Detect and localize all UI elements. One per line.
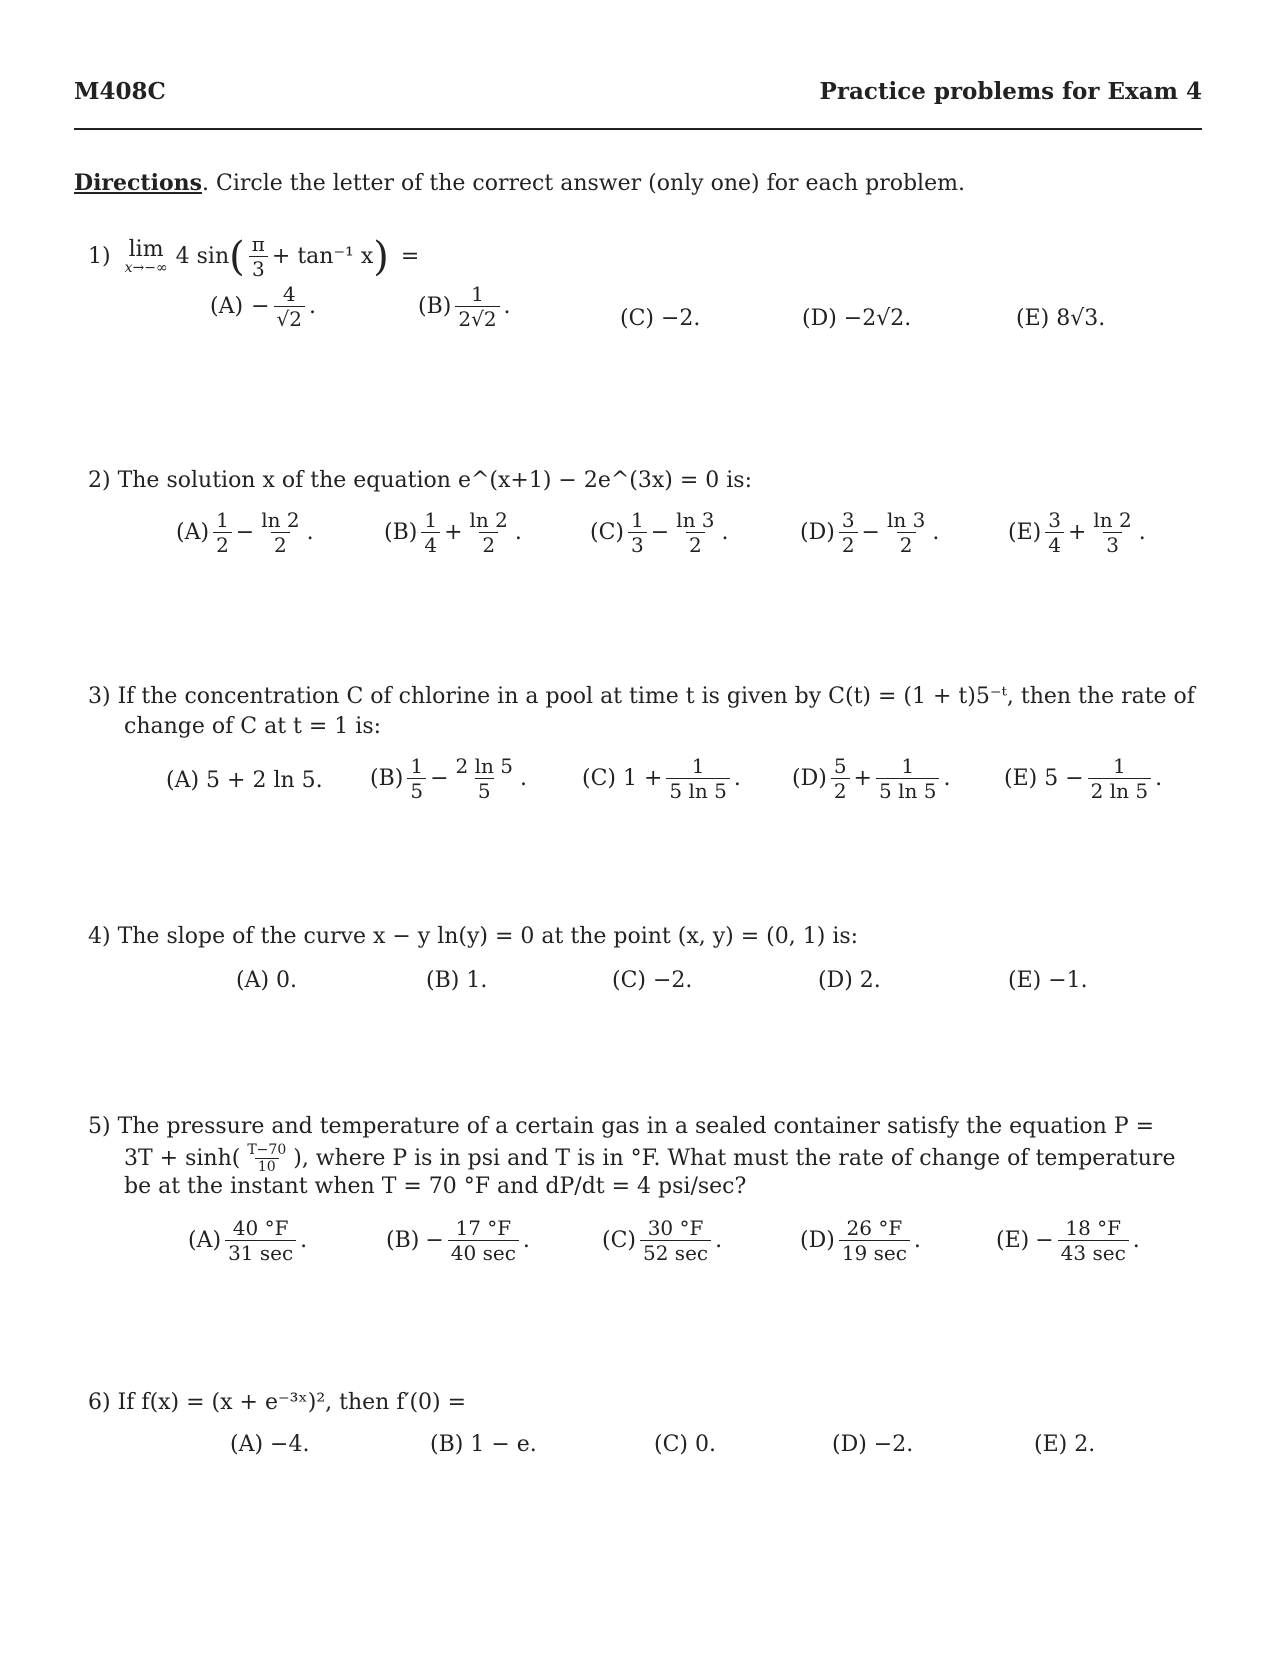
- q1-equals: =: [400, 243, 420, 269]
- q3-c-label: (C) 1 +: [582, 766, 663, 791]
- q5-line2-den: 10: [255, 1158, 279, 1175]
- q3-d-op: +: [853, 766, 872, 791]
- q2-a-n2: ln 2: [261, 508, 300, 532]
- q1-option-e[interactable]: (E) 8√3.: [1016, 306, 1106, 331]
- q1-three: 3: [249, 256, 268, 281]
- q1-a-label: (A): [210, 294, 244, 319]
- q2-c-n2: ln 3: [676, 508, 715, 532]
- q3-option-e[interactable]: [1004, 754, 1162, 803]
- q3-b-label: (B): [370, 766, 404, 791]
- q5-a-label: (A): [188, 1228, 222, 1253]
- q2-d-n1: 3: [841, 508, 855, 532]
- q3-option-c[interactable]: [582, 754, 741, 803]
- q5-line2-frac: [244, 1142, 289, 1175]
- q1-option-d[interactable]: (D) −2√2.: [802, 306, 912, 331]
- q3-e-frac: [1088, 754, 1151, 803]
- q5-b-label: (B): [386, 1228, 420, 1253]
- q2-a-d2: 2: [271, 532, 290, 557]
- q3-b-end: .: [519, 766, 527, 791]
- q6-text: If f(x) = (x + e⁻³ˣ)², then f′(0) =: [117, 1390, 467, 1415]
- q2-b-d1: 4: [421, 532, 440, 557]
- q2-c-frac1: [628, 508, 647, 557]
- q2-a-frac1: [213, 508, 232, 557]
- q1-option-b[interactable]: [418, 282, 511, 331]
- question-4: [88, 922, 858, 952]
- q3-e-n: 1: [1113, 754, 1126, 778]
- q2-d-end: .: [932, 520, 940, 545]
- question-5: [88, 1112, 1202, 1142]
- q6-number: 6): [88, 1390, 111, 1415]
- q2-e-d2: 3: [1103, 532, 1122, 557]
- q5-e-den: 43 sec: [1058, 1240, 1129, 1265]
- q1-b-den: 2√2: [455, 306, 499, 331]
- q2-a-op: −: [235, 520, 255, 545]
- q4-option-d[interactable]: (D) 2.: [818, 968, 881, 993]
- q5-d-end: .: [913, 1228, 921, 1253]
- q1-rparen: ): [373, 233, 389, 280]
- q2-b-end: .: [514, 520, 522, 545]
- q3-c-n: 1: [691, 754, 705, 778]
- q2-c-d1: 3: [628, 532, 647, 557]
- q3-d-n1: 5: [833, 754, 847, 778]
- q5-option-e[interactable]: [996, 1216, 1140, 1265]
- q5-b-end: .: [522, 1228, 530, 1253]
- q4-option-a[interactable]: (A) 0.: [236, 968, 298, 993]
- q2-d-d1: 2: [839, 532, 858, 557]
- q2-b-frac2: [467, 508, 511, 557]
- q2-d-frac2: [884, 508, 928, 557]
- q5-c-frac: [640, 1216, 711, 1265]
- q4-option-e[interactable]: (E) −1.: [1008, 968, 1088, 993]
- q3-d-n2: 1: [901, 754, 915, 778]
- q1-b-num: 1: [471, 282, 484, 306]
- q2-b-label: (B): [384, 520, 418, 545]
- q3-line2: change of C at t = 1 is:: [124, 714, 382, 739]
- question-1: [88, 232, 419, 281]
- q2-e-n2: ln 2: [1093, 508, 1132, 532]
- q2-option-d[interactable]: [800, 508, 939, 557]
- q2-a-d1: 2: [213, 532, 232, 557]
- q2-c-label: (C): [590, 520, 624, 545]
- q1-limit: [124, 236, 168, 276]
- q3-number: 3): [88, 684, 111, 709]
- q5-a-end: .: [300, 1228, 308, 1253]
- q3-e-end: .: [1155, 766, 1163, 791]
- course-code: M408C: [74, 78, 166, 105]
- q3-option-b[interactable]: [370, 754, 527, 803]
- q1-a-end: .: [308, 294, 316, 319]
- q5-b-frac: [448, 1216, 519, 1265]
- q3-d-d1: 2: [831, 778, 850, 803]
- q6-option-c[interactable]: (C) 0.: [654, 1432, 716, 1457]
- q2-a-end: .: [306, 520, 314, 545]
- q5-b-sign: −: [425, 1228, 444, 1253]
- q2-e-frac2: [1090, 508, 1134, 557]
- q2-a-n1: 1: [216, 508, 229, 532]
- q2-e-n1: 3: [1048, 508, 1061, 532]
- q3-b-frac1: [407, 754, 426, 803]
- q2-d-d2: 2: [897, 532, 916, 557]
- q3-b-d1: 5: [407, 778, 426, 803]
- q3-c-d: 5 ln 5: [666, 778, 729, 803]
- q3-option-d[interactable]: [792, 754, 950, 803]
- q1-b-frac: [455, 282, 499, 331]
- q2-b-d2: 2: [479, 532, 498, 557]
- q2-a-frac2: [258, 508, 302, 557]
- q2-e-end: .: [1138, 520, 1146, 545]
- q6-option-a[interactable]: (A) −4.: [230, 1432, 310, 1457]
- q2-e-label: (E): [1008, 520, 1042, 545]
- q3-b-n1: 1: [410, 754, 424, 778]
- q5-e-label: (E): [996, 1228, 1030, 1253]
- q2-c-frac2: [673, 508, 717, 557]
- q1-lim-word: lim: [128, 236, 164, 262]
- q5-line2a: 3T + sinh(: [124, 1145, 241, 1171]
- q1-a-num: 4: [282, 282, 296, 306]
- q2-e-frac1: [1045, 508, 1064, 557]
- q5-c-num: 30 °F: [647, 1216, 704, 1240]
- q3-b-d2: 5: [475, 778, 494, 803]
- question-6: [88, 1388, 466, 1418]
- directions-label: Directions: [74, 170, 202, 196]
- q6-option-d[interactable]: (D) −2.: [832, 1432, 914, 1457]
- q2-e-d1: 4: [1045, 532, 1064, 557]
- q1-lim-sub: x→−∞: [124, 259, 168, 276]
- q2-option-e[interactable]: [1008, 508, 1146, 557]
- q5-d-frac: [839, 1216, 910, 1265]
- q2-option-b[interactable]: [384, 508, 522, 557]
- q3-b-op: −: [430, 766, 449, 791]
- q4-option-c[interactable]: (C) −2.: [612, 968, 693, 993]
- q5-e-num: 18 °F: [1065, 1216, 1122, 1240]
- q5-a-frac: [225, 1216, 296, 1265]
- q2-c-d2: 2: [686, 532, 705, 557]
- q1-option-c[interactable]: (C) −2.: [620, 306, 701, 331]
- q5-line1: The pressure and temperature of a certain gas in a sealed container satisfy the equation P =: [117, 1114, 1155, 1139]
- q1-option-a[interactable]: [210, 282, 316, 331]
- q5-c-label: (C): [602, 1228, 636, 1253]
- q3-b-frac2: [453, 754, 516, 803]
- q5-a-den: 31 sec: [225, 1240, 296, 1265]
- q5-number: 5): [88, 1114, 111, 1139]
- q5-b-den: 40 sec: [448, 1240, 519, 1265]
- q2-a-label: (A): [176, 520, 210, 545]
- q5-option-b[interactable]: [386, 1216, 530, 1265]
- q1-a-frac: [274, 282, 305, 331]
- directions-text: . Circle the letter of the correct answer (only one) for each problem.: [202, 171, 965, 196]
- q5-c-end: .: [715, 1228, 723, 1253]
- q2-b-n1: 1: [424, 508, 438, 532]
- q2-b-frac1: [421, 508, 440, 557]
- q3-line1: If the concentration C of chlorine in a pool at time t is given by C(t) = (1 + t)5⁻ᵗ, then the rate of: [117, 684, 1195, 709]
- q4-option-b[interactable]: (B) 1.: [426, 968, 488, 993]
- q1-b-end: .: [503, 294, 511, 319]
- q3-d-label: (D): [792, 766, 827, 791]
- q1-number: 1): [88, 243, 111, 269]
- q3-e-label: (E) 5 −: [1004, 766, 1084, 791]
- q1-tail: + tan⁻¹ x: [271, 243, 374, 269]
- q2-d-label: (D): [800, 520, 835, 545]
- q2-option-a[interactable]: [176, 508, 314, 557]
- q2-d-frac1: [839, 508, 858, 557]
- q2-d-n2: ln 3: [886, 508, 926, 532]
- q1-pi-over-3: [249, 232, 268, 281]
- q2-b-op: +: [444, 520, 463, 545]
- q2-d-op: −: [861, 520, 880, 545]
- q5-line2: [124, 1142, 1175, 1175]
- q1-pi: π: [251, 232, 265, 256]
- q4-number: 4): [88, 924, 111, 949]
- q2-c-op: −: [650, 520, 670, 545]
- q2-number: 2): [88, 468, 111, 493]
- q5-line2b: ), where P is in psi and T is in °F. What must the rate of change of temperature: [293, 1145, 1176, 1171]
- q3-b-n2: 2 ln 5: [455, 754, 513, 778]
- q1-lparen: (: [229, 233, 245, 280]
- q5-e-end: .: [1132, 1228, 1140, 1253]
- question-3: [88, 682, 1195, 712]
- q3-d-frac1: [831, 754, 850, 803]
- q5-option-a[interactable]: [188, 1216, 307, 1265]
- q2-c-end: .: [721, 520, 729, 545]
- q5-e-sign: −: [1035, 1228, 1054, 1253]
- header-rule: [74, 128, 1202, 130]
- q6-option-e[interactable]: (E) 2.: [1034, 1432, 1096, 1457]
- q2-b-n2: ln 2: [469, 508, 508, 532]
- q3-c-frac: [666, 754, 729, 803]
- q5-d-num: 26 °F: [846, 1216, 903, 1240]
- q5-e-frac: [1058, 1216, 1129, 1265]
- q2-option-c[interactable]: [590, 508, 729, 557]
- q5-a-num: 40 °F: [232, 1216, 289, 1240]
- question-2: [88, 466, 752, 496]
- q5-b-num: 17 °F: [455, 1216, 512, 1240]
- q5-option-d[interactable]: [800, 1216, 921, 1265]
- q4-text: The slope of the curve x − y ln(y) = 0 at the point (x, y) = (0, 1) is:: [117, 924, 859, 949]
- q3-e-d: 2 ln 5: [1088, 778, 1151, 803]
- q5-option-c[interactable]: [602, 1216, 722, 1265]
- q3-option-a[interactable]: (A) 5 + 2 ln 5.: [166, 768, 323, 793]
- q2-e-op: +: [1067, 520, 1087, 545]
- q2-text: The solution x of the equation e^(x+1) − 2e^(3x) = 0 is:: [117, 468, 752, 493]
- q5-d-label: (D): [800, 1228, 835, 1253]
- q3-d-end: .: [943, 766, 951, 791]
- q1-a-den: √2: [274, 306, 305, 331]
- q2-c-n1: 1: [631, 508, 644, 532]
- q1-b-label: (B): [418, 294, 452, 319]
- q5-line3: be at the instant when T = 70 °F and dP/dt = 4 psi/sec?: [124, 1174, 747, 1199]
- q3-d-frac2: [876, 754, 939, 803]
- q6-option-b[interactable]: (B) 1 − e.: [430, 1432, 537, 1457]
- q3-c-end: .: [733, 766, 741, 791]
- page-title: Practice problems for Exam 4: [819, 78, 1202, 105]
- q3-d-d2: 5 ln 5: [876, 778, 939, 803]
- directions: [74, 168, 965, 199]
- q5-line2-num: T−70: [247, 1142, 287, 1158]
- q1-a-sign: −: [251, 294, 270, 319]
- q5-c-den: 52 sec: [640, 1240, 711, 1265]
- q5-d-den: 19 sec: [839, 1240, 910, 1265]
- q1-func: 4 sin: [175, 243, 230, 269]
